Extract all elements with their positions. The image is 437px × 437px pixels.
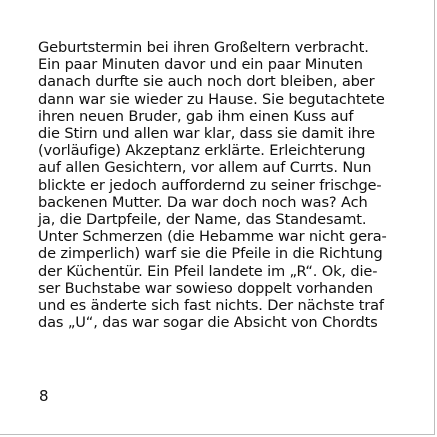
text-line: (vorläufige) Akzeptanz erklärte. Erleichterung (38, 142, 366, 160)
text-line: Ein paar Minuten davor und ein paar Minuten (38, 56, 363, 74)
text-line: ja, die Dartpfeile, der Name, das Standesamt. (38, 211, 367, 229)
text-line: backenen Mutter. Da war doch noch was? Ach (38, 193, 368, 211)
text-line: blickte er jedoch auffordernd zu seiner frischge- (38, 176, 382, 194)
text-line: ser Buchstabe war sowieso doppelt vorhanden (38, 279, 373, 297)
text-line: auf allen Gesichtern, vor allem auf Currts. Nun (38, 159, 372, 177)
text-line: dann war sie wieder zu Hause. Sie begutachtete (38, 90, 385, 108)
body-text (38, 39, 410, 331)
text-line: und es änderte sich fast nichts. Der nächste traf (38, 297, 384, 315)
text-line: danach durfte sie auch noch dort bleiben, aber (38, 73, 375, 91)
text-line: die Stirn und allen war klar, dass sie damit ihre (38, 125, 375, 143)
text-line: der Küchentür. Ein Pfeil landete im „R“. Ok, die- (38, 262, 378, 280)
page-number: 8 (39, 387, 49, 405)
text-line: ihren neuen Bruder, gab ihm einen Kuss auf (38, 107, 354, 125)
text-line: de zimperlich) warf sie die Pfeile in die Richtung (38, 245, 383, 263)
text-line: Unter Schmerzen (die Hebamme war nicht gera- (38, 228, 387, 246)
text-line: das „U“, das war sogar die Absicht von Chordts (38, 314, 378, 332)
text-line: Geburtstermin bei ihren Großeltern verbracht. (38, 39, 369, 56)
